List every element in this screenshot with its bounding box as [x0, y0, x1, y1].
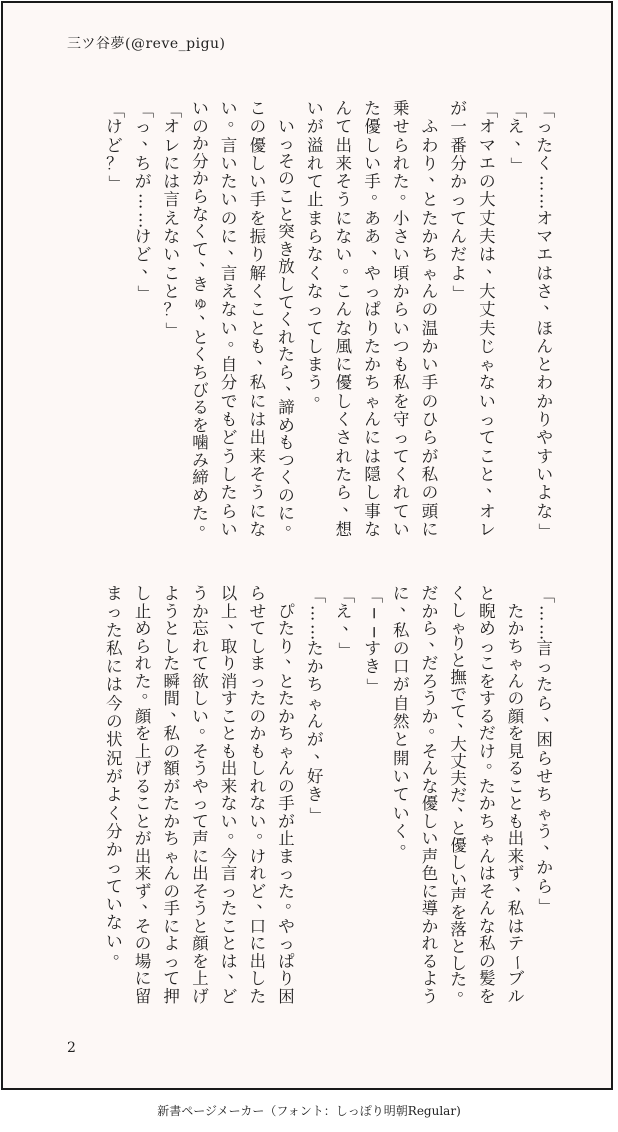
upper-text-column: ん て 出 来 そ う に な い 。 こ ん な 風 に 優 し く さ れ た ら 、 想: [335, 99, 360, 539]
upper-text-column: 乗 せ ら れ た 。 小 さ い 頃 か ら い つ も 私 を 守 っ て く れ て い: [393, 99, 417, 539]
author-credit: 三ツ谷夢(@reve_pigu): [67, 36, 226, 52]
upper-text-column: こ の 優 し い 手 を 振 り 解 く こ と も 、 私 に は 出 来 そ う に な: [249, 99, 273, 539]
footer-credit: 新書ページメーカー（フォント：しっぽり明朝Regular): [157, 1104, 461, 1118]
lower-text-column: と 睨 め っ こ を す る だ け 。 た か ち ゃ ん は そ ん な 私 の 髪 を: [479, 584, 503, 1006]
upper-text-column: い 。 言 い た い の に 、 言 え な い 。 自 分 で も ど う し た ら い: [220, 99, 245, 539]
book-page: [1, 1, 613, 1090]
upper-text-column: 「 っ た く … … オ マ エ は さ 、 ほ ん と わ か り や す い よ な 」: [536, 101, 560, 540]
upper-text-column: 「 オ マ エ の 大 丈 夫 は 、 大 丈 夫 じ ゃ な い っ て こ と 、 オ レ: [479, 101, 503, 539]
upper-text-column: い の か 分 か ら な く て 、 き ゅ 、 と く ち び る を 噛 み 締 め た 。: [192, 99, 216, 534]
lower-text-column: く し ゃ り と 撫 で て 、 大 丈 夫 だ 、 と 優 し い 声 を 落 と し た 。: [450, 584, 474, 1000]
lower-text-column: た か ち ゃ ん の 顔 を 見 る こ と も 出 来 ず 、 私 は テ ー ブ ル: [507, 601, 532, 1006]
upper-text-column: が 一 番 分 か っ て ん だ よ 」: [450, 99, 470, 302]
lower-text-column: ぴ た り 、 と た か ち ゃ ん の 手 が 止 ま っ た 。 や っ ぱ り 困: [278, 601, 302, 1006]
lower-text-column: よ う と し た 瞬 間 、 私 の 額 が た か ち ゃ ん の 手 に よ っ て 押: [163, 584, 187, 1006]
lower-text-column: う か 忘 れ て 欲 し い 。 そ う や っ て 声 に 出 そ う と 顔 を 上 げ: [192, 584, 216, 1006]
upper-text-column: ふ わ り 、 と た か ち ゃ ん の 温 か い 手 の ひ ら が 私 の 頭 に: [421, 117, 446, 539]
upper-text-block: [100, 101, 559, 541]
upper-text-column: た 優 し い 手 。 あ あ 、 や っ ぱ り た か ち ゃ ん に は 隠 し 事 な: [364, 99, 388, 539]
lower-text-column: 以 上 、 取 り 消 す こ と も 出 来 な い 。 今 言 っ た こ と は 、 ど: [220, 584, 245, 1006]
lower-text-column: 「 え 、 」: [335, 586, 360, 659]
lower-text-column: し 止 め ら れ た 。 顔 を 上 げ る こ と が 出 来 ず 、 そ の 場 に 留: [134, 584, 159, 1006]
upper-text-column: い っ そ の こ と 突 き 放 し て く れ た ら 、 諦 め も つ く の に 。: [278, 116, 302, 534]
lower-text-column: 「 … … た か ち ゃ ん が 、 好 き 」: [306, 586, 331, 823]
upper-text-column: い が 溢 れ て 止 ま ら な く な っ て し ま う 。: [306, 99, 331, 404]
lower-text-column: ま っ た 私 に は 今 の 状 況 が よ く 分 か っ て い な い 。: [106, 584, 130, 962]
upper-text-column: 「 え 、 」: [507, 101, 532, 174]
lower-text-column: ら せ て し ま っ た の か も し れ な い 。 け れ ど 、 口 に 出 し た: [249, 584, 273, 1006]
lower-text-block: [100, 586, 559, 1006]
upper-text-column: 「 オ レ に は 言 え な い こ と ？ 」: [163, 101, 183, 338]
lower-text-column: だ か ら 、 だ ろ う か 。 そ ん な 優 し い 声 色 に 導 か れ る よ う: [421, 584, 446, 1006]
upper-text-column: 「 け ど ？ 」: [106, 101, 126, 192]
lower-text-column: に 、 私 の 口 が 自 然 と 開 い て い く 。: [393, 584, 417, 853]
page-number: 2: [67, 1040, 76, 1056]
lower-text-column: 「 … … 言 っ た ら 、 困 ら せ ち ゃ う 、 か ら 」: [536, 586, 560, 915]
upper-text-column: 「 っ 、 ち が … … け ど 、 」: [134, 101, 159, 302]
lower-text-column: 「 ─ ─ す き 」: [364, 586, 384, 695]
